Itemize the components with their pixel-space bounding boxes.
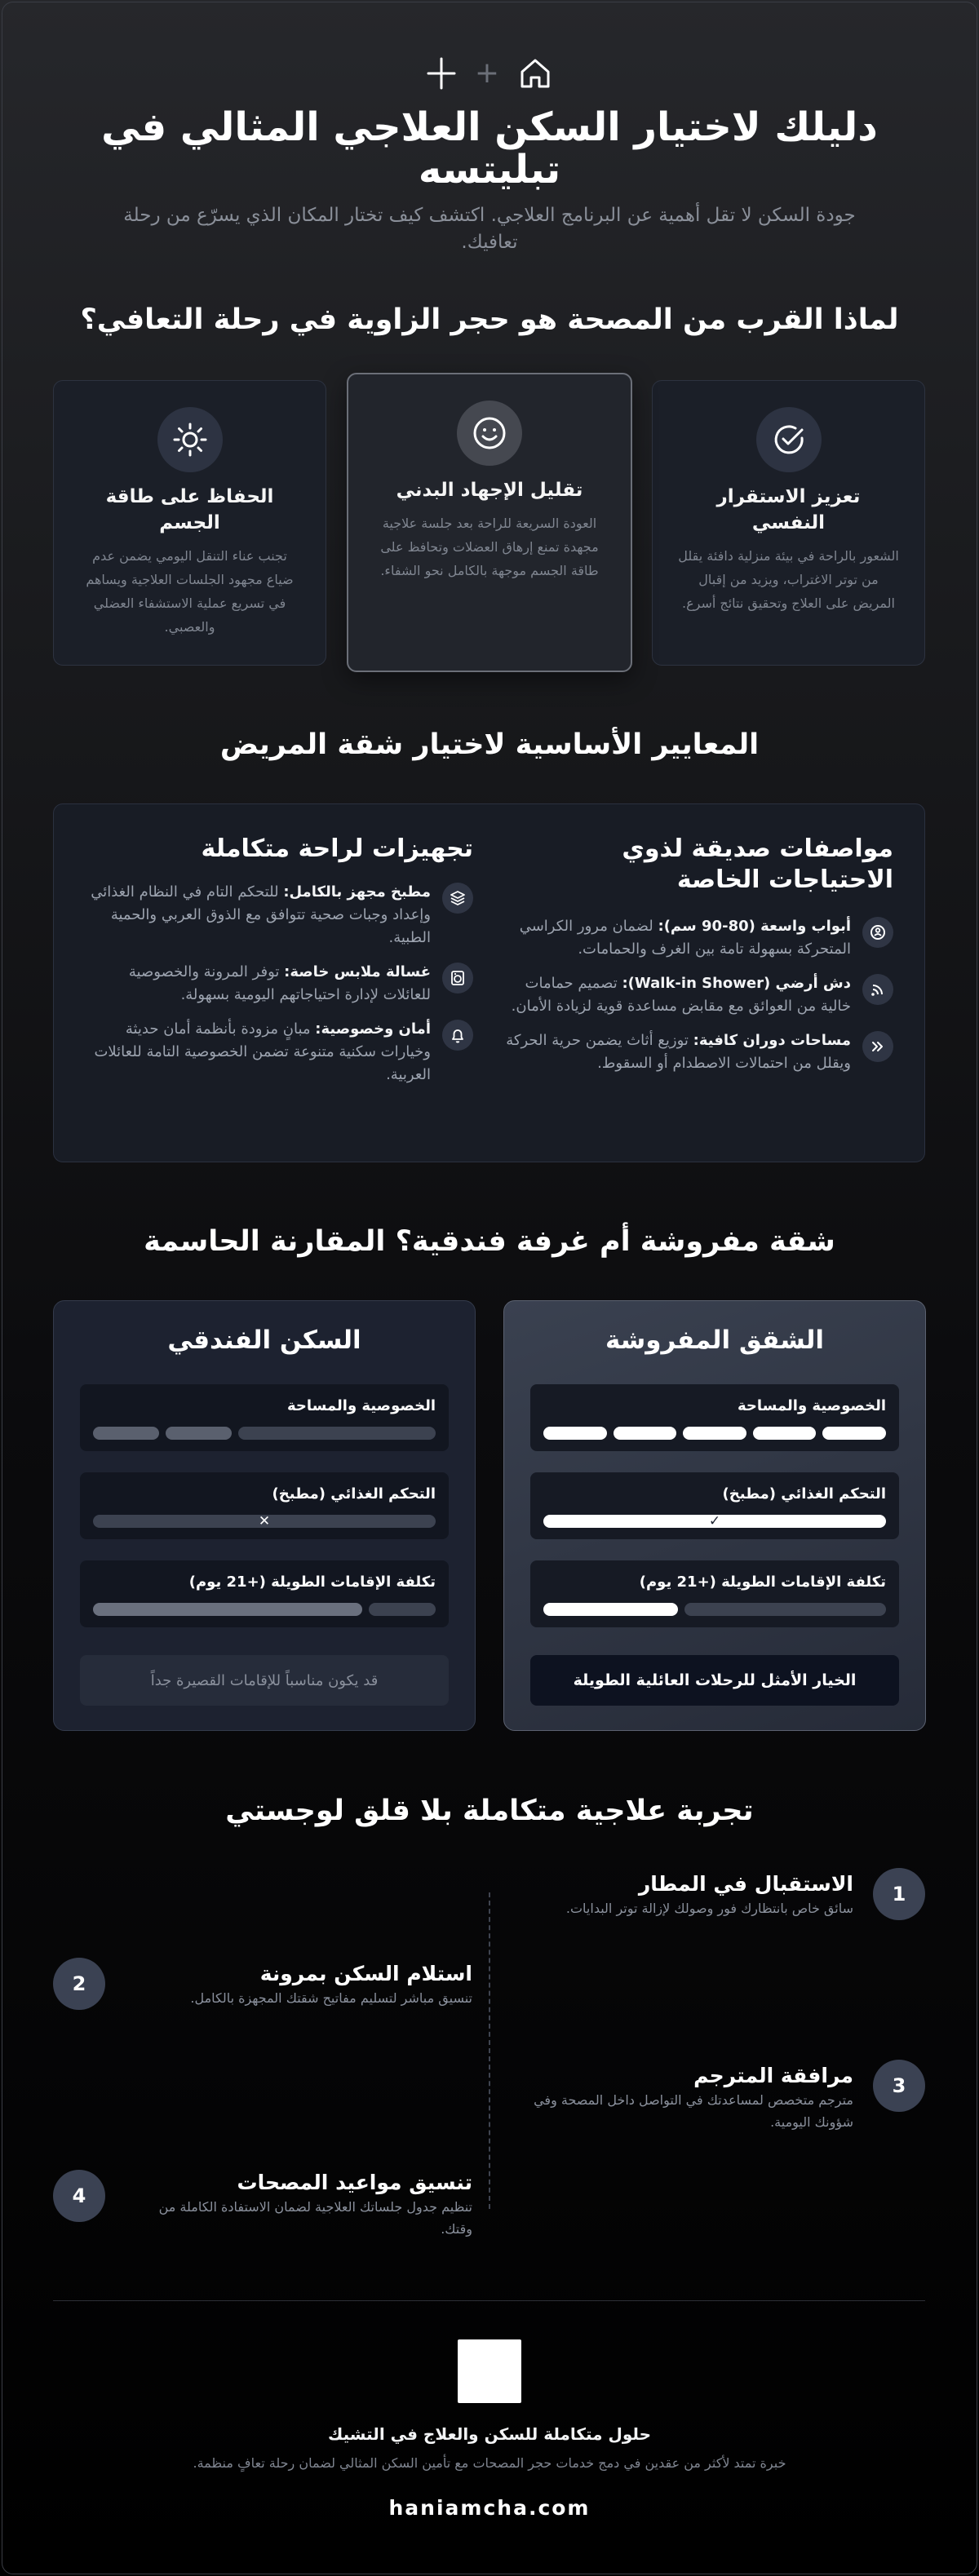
step-title: الاستقبال في المطار	[638, 1872, 853, 1896]
criteria-section-title: المعايير الأساسية لاختيار شقة المريض	[219, 728, 760, 761]
criteria-item	[86, 881, 473, 949]
criteria-item-text: مبانٍ مزودة بأنظمة أمان حديثة وخيارات سكنية متنوعة تضمن الخصوصية التامة للعائلات العربية.	[94, 1020, 431, 1083]
criteria-item	[86, 961, 473, 1007]
check-circle-icon	[756, 407, 822, 472]
metric-label: الخصوصية والمساحة	[738, 1397, 886, 1414]
criteria-item-bold: مساحات دوران كافية:	[693, 1032, 851, 1049]
timeline-line	[489, 1892, 490, 2209]
layers-icon	[442, 883, 473, 914]
rating-segment	[822, 1427, 886, 1440]
footer-title: حلول متكاملة للسكن والعلاج في التشيك	[328, 2424, 651, 2444]
step-text: تنظيم جدول جلساتك العلاجية لضمان الاستفادة الكاملة من وقتك.	[158, 2199, 472, 2237]
step-number: 1	[873, 1868, 925, 1920]
metric-privacy	[80, 1384, 449, 1451]
step-title: تنسيق مواعيد المصحات	[237, 2171, 472, 2194]
metric-kitchen	[530, 1472, 899, 1539]
criteria-item	[86, 1018, 473, 1087]
cost-bar-rest	[684, 1603, 886, 1616]
criteria-item-text: للتحكم التام في النظام الغذائي وإعداد وجبات صحية تتوافق مع الذوق العربي والحمية الطبية.	[91, 883, 431, 946]
rating-segment	[93, 1427, 159, 1440]
metric-label: الخصوصية والمساحة	[287, 1397, 436, 1414]
criteria-item-text: توزيع أثاث يضمن حرية الحركة ويقلل من احتمالات الاصطدام أو السقوط.	[506, 1032, 851, 1072]
cross-icon: ✕	[258, 1513, 271, 1529]
compare-card-title: الشقق المفروشة	[605, 1326, 825, 1355]
rating-segment	[238, 1427, 436, 1440]
metric-label: تكلفة الإقامات الطويلة (+21 يوم)	[639, 1573, 886, 1591]
footer-logo	[458, 2339, 521, 2403]
metric-kitchen	[80, 1472, 449, 1539]
rating-segment	[753, 1427, 817, 1440]
rating-bar	[543, 1427, 886, 1440]
why-card-fatigue	[347, 373, 632, 672]
step-number: 3	[873, 2060, 925, 2112]
why-section-title: لماذا القرب من المصحة هو حجر الزاوية في رحلة التعافي؟	[80, 303, 899, 336]
plus-icon	[426, 56, 457, 91]
hotel-note: قد يكون مناسباً للإقامات القصيرة جداً	[80, 1655, 449, 1706]
criteria-item	[506, 1029, 893, 1075]
compare-section-title: شقة مفروشة أم غرفة فندقية؟ المقارنة الحاسمة	[144, 1225, 835, 1258]
plus-sign: +	[474, 56, 500, 90]
cost-bar	[93, 1603, 436, 1616]
footer-domain-link[interactable]: haniamcha.com	[388, 2496, 591, 2520]
rating-segment	[683, 1427, 746, 1440]
criteria-item-text: تصميم حمامات خالية من العوائق مع مقابض مساعدة قوية لزيادة الأمان.	[511, 975, 851, 1015]
compare-card-title: السكن الفندقي	[167, 1326, 361, 1355]
criteria-item-bold: أبواب واسعة (80-90 سم):	[658, 918, 851, 935]
metric-cost	[530, 1560, 899, 1627]
criteria-column-accessibility	[506, 834, 893, 1075]
cost-bar-rest	[369, 1603, 436, 1616]
metric-label: التحكم الغذائي (مطبخ)	[722, 1485, 886, 1503]
hero-icons	[0, 51, 979, 96]
cost-bar-fill	[543, 1603, 678, 1616]
metric-label: تكلفة الإقامات الطويلة (+21 يوم)	[188, 1573, 436, 1591]
experience-section-title: تجربة علاجية متكاملة بلا قلق لوجستي	[225, 1795, 754, 1827]
timeline-step	[506, 2060, 925, 2133]
page-title: دليلك لاختيار السكن العلاجي المثالي في تبليتسه	[101, 104, 878, 193]
timeline-step	[506, 1868, 925, 1920]
why-card-text: تجنب عناء التنقل اليومي يضمن عدم ضياع مجهود الجلسات العلاجية ويساهم في تسريع عملية الاستشفاء العضلي والعصبي.	[86, 548, 294, 635]
footer-divider	[53, 2300, 925, 2301]
criteria-item-bold: دش أرضي (Walk-in Shower):	[622, 975, 851, 992]
timeline-step	[53, 1958, 472, 2010]
compare-card-apartments	[503, 1300, 926, 1731]
hero-subtitle: جودة السكن لا تقل أهمية عن البرنامج العلاجي. اكتشف كيف تختار المكان الذي يسرّع من رحلة تعافيك.	[123, 205, 856, 253]
criteria-item-text: توفر المرونة والخصوصية للعائلات لإدارة احتياجاتهم اليومية بسهولة.	[128, 963, 431, 1003]
rating-segment	[166, 1427, 232, 1440]
metric-privacy	[530, 1384, 899, 1451]
criteria-column-title: مواصفات صديقة لذوي الاحتياجات الخاصة	[622, 834, 893, 894]
why-card-stability	[652, 380, 925, 666]
why-card-text: الشعور بالراحة في بيئة منزلية دافئة يقلل من توتر الاغتراب، ويزيد من إقبال المريض على العلاج وتحقيق نتائج أسرع.	[678, 548, 899, 611]
step-title: استلام السكن بمرونة	[259, 1962, 472, 1985]
criteria-item-bold: أمان وخصوصية:	[315, 1020, 431, 1038]
metric-label: التحكم الغذائي (مطبخ)	[272, 1485, 436, 1503]
timeline-step	[53, 2170, 472, 2240]
step-number: 4	[53, 2170, 105, 2222]
criteria-item	[506, 972, 893, 1018]
criteria-item-bold: مطبخ مجهز بالكامل:	[283, 883, 431, 901]
double-chevron-icon	[862, 1031, 893, 1062]
criteria-column-comfort	[86, 834, 473, 1087]
metric-cost	[80, 1560, 449, 1627]
home-icon	[517, 55, 553, 91]
step-text: مترجم متخصص لمساعدتك في التواصل داخل المصحة وفي شؤونك اليومية.	[534, 2092, 853, 2130]
criteria-item-bold: غسالة ملابس خاصة:	[284, 963, 431, 980]
step-number: 2	[53, 1958, 105, 2010]
compare-card-hotel	[53, 1300, 476, 1731]
smile-icon	[457, 401, 522, 466]
criteria-item-text: لضمان مرور الكراسي المتحركة بسهولة تامة بين الغرف والحمامات.	[519, 918, 851, 958]
step-title: مرافقة المترجم	[693, 2064, 853, 2087]
washer-icon	[442, 963, 473, 994]
rating-segment	[614, 1427, 677, 1440]
cost-bar	[543, 1603, 886, 1616]
why-card-title: الحفاظ على طاقة الجسم	[105, 486, 274, 533]
step-text: تنسيق مباشر لتسليم مفاتيح شقتك المجهزة بالكامل.	[190, 1990, 472, 2006]
why-card-text: العودة السريعة للراحة بعد جلسة علاجية مجهدة تمنع إرهاق العضلات وتحافظ على طاقة الجسم موجهة بالكامل نحو الشفاء.	[380, 516, 599, 578]
criteria-item	[506, 915, 893, 961]
apartments-cta-button[interactable]: الخيار الأمثل للرحلات العائلية الطويلة	[530, 1655, 899, 1706]
why-card-energy	[53, 380, 326, 666]
wheelchair-icon	[862, 917, 893, 948]
why-card-title: تقليل الإجهاد البدني	[396, 480, 583, 501]
step-text: سائق خاص بانتظارك فور وصولك لإزالة توتر البدايات.	[565, 1901, 853, 1916]
shower-icon	[862, 974, 893, 1005]
rating-segment	[543, 1427, 607, 1440]
cost-bar-fill	[93, 1603, 362, 1616]
rating-bar	[93, 1427, 436, 1440]
footer-text: خبرة تمتد لأكثر من عقدين في دمج خدمات حجر المصحات مع تأمين السكن المثالي لضمان رحلة تعافٍ منظمة.	[193, 2455, 786, 2471]
bell-icon	[442, 1020, 473, 1051]
criteria-column-title: تجهيزات لراحة متكاملة	[201, 834, 473, 863]
check-icon: ✓	[708, 1513, 721, 1529]
why-card-title: تعزيز الاستقرار النفسي	[716, 486, 861, 533]
sun-icon	[157, 407, 223, 472]
